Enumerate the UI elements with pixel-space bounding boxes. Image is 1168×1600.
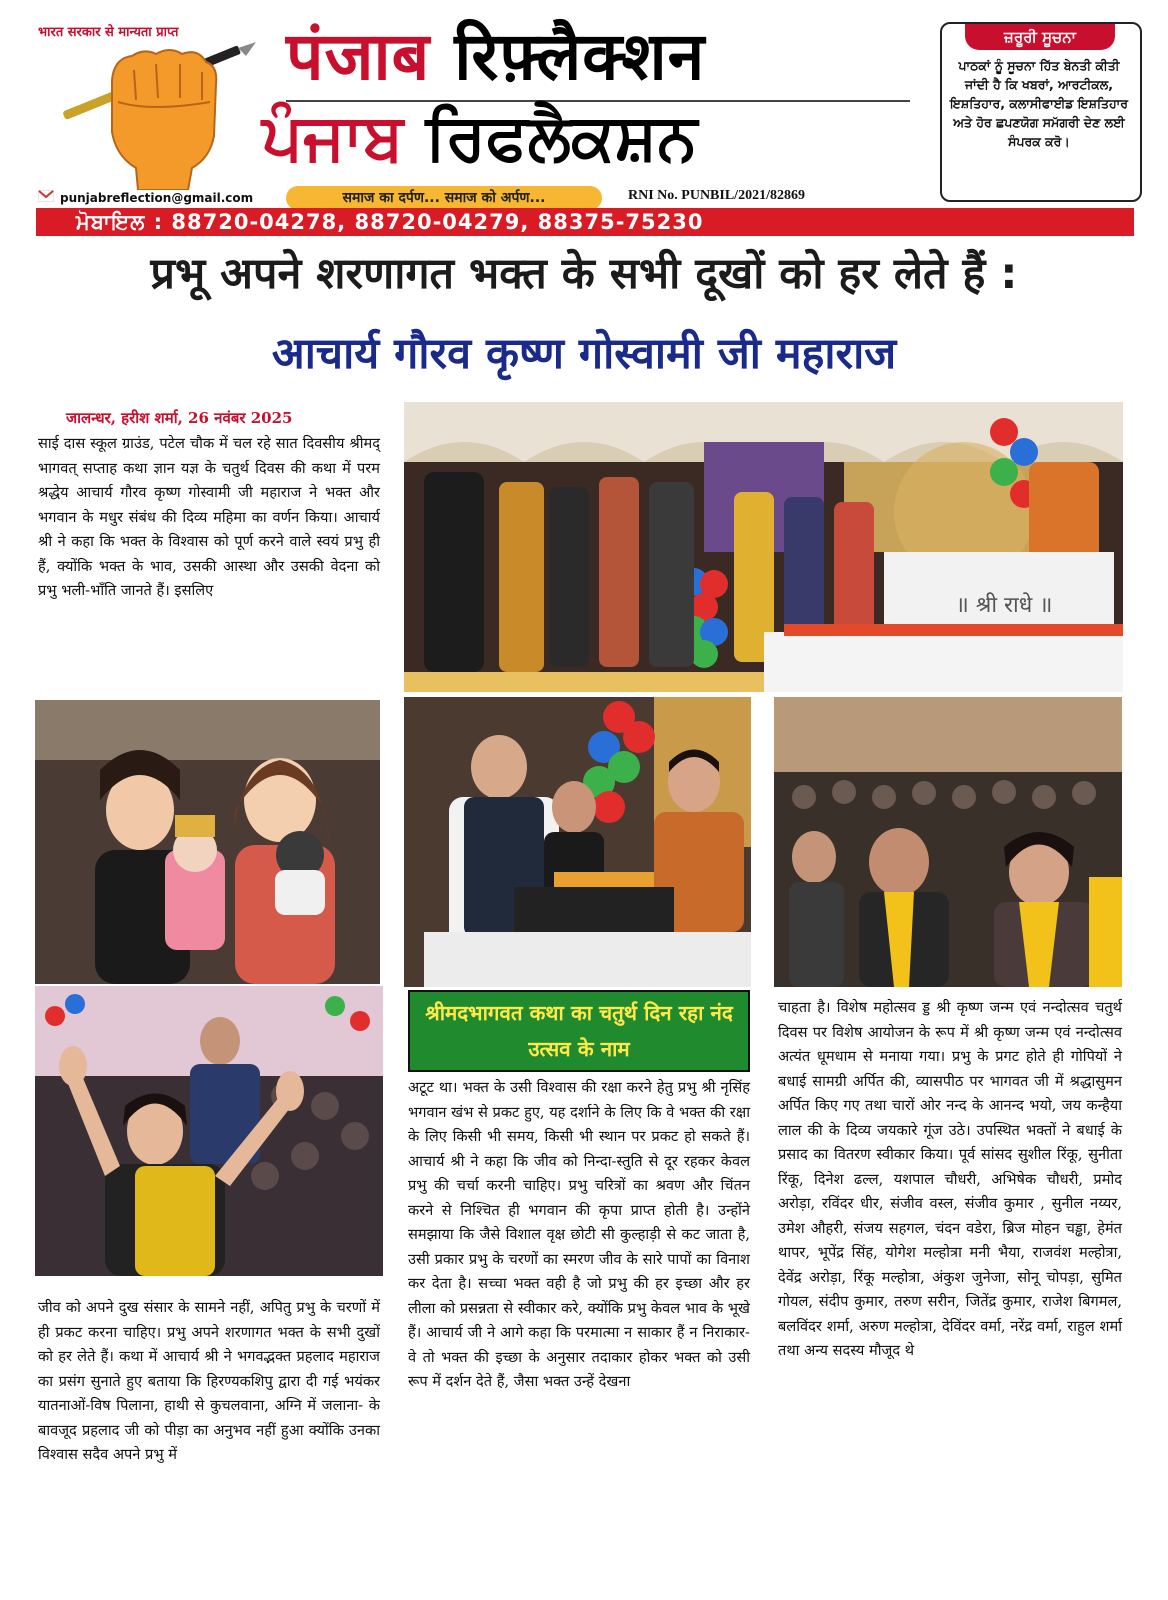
photo-girls-with-idols	[35, 700, 380, 984]
mobile-numbers-bar: ਮੋਬਾਇਲ : 88720-04278, 88720-04279, 88375-75230	[36, 208, 1134, 236]
article-col3: चाहता है। विशेष महोत्सव ड्ड श्री कृष्ण जन्म एवं नन्दोत्सव चतुर्थ दिवस पर विशेष आयोजन के रूप में श्री कृष्ण जन्म एवं नन्दोत्सव अत्यंत धूमधाम से मनाया गया। प्रभु के प्रगट होते ही गोपियों ने बधाई सामग्री अर्पित की, व्यासपीठ पर भागवत जी में श्रद्धासुमन अर्पित किए गए तथा चारों ओर नन्द के आनन्द भयो, जय कन्हैया लाल की के दिव्य जयकारे गूंज उठे। उपस्थित भक्तों ने बधाई के प्रसाद का वितरण स्वीकार किया। पूर्व सांसद सुशील रिंकू, सुनीता रिंकू, दिनेश ढल्ल, यशपाल चौधरी, अभिषेक चौधरी, प्रमोद अरोड़ा, रविंदर धीर, संजीव वस्ल, संजीव कुमार , सुनील नय्यर, उमेश औहरी, संजय सहगल, चंदन वडेरा, ब्रिज मोहन चड्ढा, हेमंत थापर, भूपेंद्र सिंह, योगेश मल्होत्रा मनी भैया, राजवंश मल्होत्रा, देवेंद्र अरोड़ा, रिंकू मल्होत्रा, अंकुश जुनेजा, सोनू चोपड़ा, सुमित गोयल, संदीप कुमार, तरुण सरीन, जितेंद्र कुमार, राजेश बिगमल, बलविंदर शर्मा, अरुण मल्होत्रा, देविंदर वर्मा, नरेंद्र वर्मा, राहुल शर्मा तथा अन्य सदस्य मौजूद थे	[778, 999, 1122, 1359]
gmail-icon	[38, 190, 54, 205]
dateline: जालन्धर, हरीश शर्मा, 26 नवंबर 2025	[66, 409, 293, 427]
notice-body: ਪਾਠਕਾਂ ਨੂੰ ਸੂਚਨਾ ਹਿੱਤ ਬੇਨਤੀ ਕੀਤੀ ਜਾਂਦੀ ਹੈ ਕਿ ਖਬਰਾਂ, ਆਰਟੀਕਲ, ਇਸ਼ਤਿਹਾਰ, ਕਲਾਸੀਫਾਈਡ ਇਸ਼ਤਿਹਾਰ ਅਤੇ ਹੋਰ ਛਪਣਯੋਗ ਸਮੱਗਰੀ ਦੇਣ ਲਈ ਸੰਪਰਕ ਕਰੋ।	[950, 58, 1128, 149]
govt-recognition-label: भारत सरकार से मान्यता प्राप्त	[38, 25, 179, 40]
email-row	[38, 190, 253, 205]
photo-devotee-dancing	[35, 986, 383, 1276]
subhead-green-box: श्रीमदभागवत कथा का चतुर्थ दिन रहा नंद उत्सव के नाम	[408, 990, 750, 1072]
title-hindi-black: रिफ़्लैक्शन	[454, 18, 706, 95]
article-col1-bottom: जीव को अपने दुख संसार के सामने नहीं, अपितु प्रभु के चरणों में ही प्रकट करना चाहिए। प्रभु अपने शरणागत भक्त के सभी दुखों को हर लेते हैं। कथा में आचार्य श्री ने भगवद्भक्त प्रहलाद महाराज का प्रसंग सुनाते हुए बताया कि हिरण्यकशिपु द्वारा दी गई भयंकर यातनाओं-विष पिलाना, हाथी से कुचलवाना, अग्नि में जलाना- के बावजूद प्रहलाद जी को पीड़ा का अनुभव नहीं हुआ क्योंकि उनका विश्वास सदैव अपने प्रभु में	[38, 1299, 380, 1463]
rni-number: RNI No. PUNBIL/2021/82869	[628, 188, 805, 203]
stage-sign-text: ॥ श्री राधे ॥	[955, 593, 1053, 618]
photo-stage-aarti	[404, 402, 1123, 692]
fist-pen-logo	[52, 40, 267, 190]
headline-speaker: आचार्य गौरव कृष्ण गोस्वामी जी महाराज	[271, 329, 897, 379]
photo-blessing-ceremony	[404, 697, 751, 987]
title-punjabi-black: ਰਿਫਲੈਕਸ਼ਨ	[425, 101, 698, 175]
slogan-banner: समाज का दर्पण... समाज को अर्पण...	[286, 186, 602, 210]
headline-main: प्रभू अपने शरणागत भक्त के सभी दूखों को हर लेते हैं :	[150, 249, 1018, 299]
photo-audience	[774, 697, 1122, 987]
title-punjabi-red: ਪੰਜਾਬ	[262, 101, 404, 175]
masthead-title-hindi	[286, 18, 706, 95]
masthead-title-punjabi	[262, 101, 698, 175]
notice-title: ਜ਼ਰੂਰੀ ਸੂਚਨਾ	[965, 24, 1115, 50]
email-address[interactable]: punjabreflection@gmail.com	[60, 190, 254, 205]
article-col1-top: साई दास स्कूल ग्राउंड, पटेल चौक में चल रहे सात दिवसीय श्रीमद् भागवत् सप्ताह कथा ज्ञान यज्ञ के चतुर्थ दिवस की कथा में परम श्रद्धेय आचार्य गौरव कृष्ण गोस्वामी जी महाराज ने भक्त और भगवान के मधुर संबंध की दिव्य महिमा का वर्णन किया। आचार्य श्री ने कहा कि भक्त के विश्वास को पूर्ण करने वाले स्वयं प्रभु ही हैं, क्योंकि भक्त के भाव, उसकी आस्था और उसकी वेदना को प्रभु भली-भाँति जानते हैं। इसलिए	[38, 435, 380, 599]
article-col2: अटूट था। भक्त के उसी विश्वास की रक्षा करने हेतु प्रभु श्री नृसिंह भगवान खंभ से प्रकट हुए, यह दर्शाने के लिए कि वे भक्त की रक्षा के लिए किसी भी समय, किसी भी स्थान पर प्रकट हो सकते हैं। आचार्य श्री ने कहा कि जीव को निन्दा-स्तुति से दूर रहकर केवल प्रभु की चर्चा करनी चाहिए। प्रभु चरित्रों का श्रवण और चिंतन करने से निश्चित ही भगवान की कृपा प्राप्त होती है। उन्होंने समझाया कि जैसे विशाल वृक्ष छोटी सी कुल्हाड़ी से कट जाता है, उसी प्रकार प्रभु के चरणों का स्मरण जीव के सारे पापों का विनाश कर देता है। सच्चा भक्त वही है जो प्रभु की हर इच्छा और हर लीला को प्रसन्नता से स्वीकार करे, क्योंकि प्रभु केवल भाव के भूखे हैं। आचार्य जी ने आगे कहा कि परमात्मा न साकार हैं न निराकार-वे तो भक्त की इच्छा के अनुसार तदाकार होकर भक्त को उसी रूप में दर्शन देते हैं, जैसा भक्त उन्हें देखना	[408, 1079, 750, 1390]
title-hindi-red: पंजाब	[286, 18, 431, 95]
